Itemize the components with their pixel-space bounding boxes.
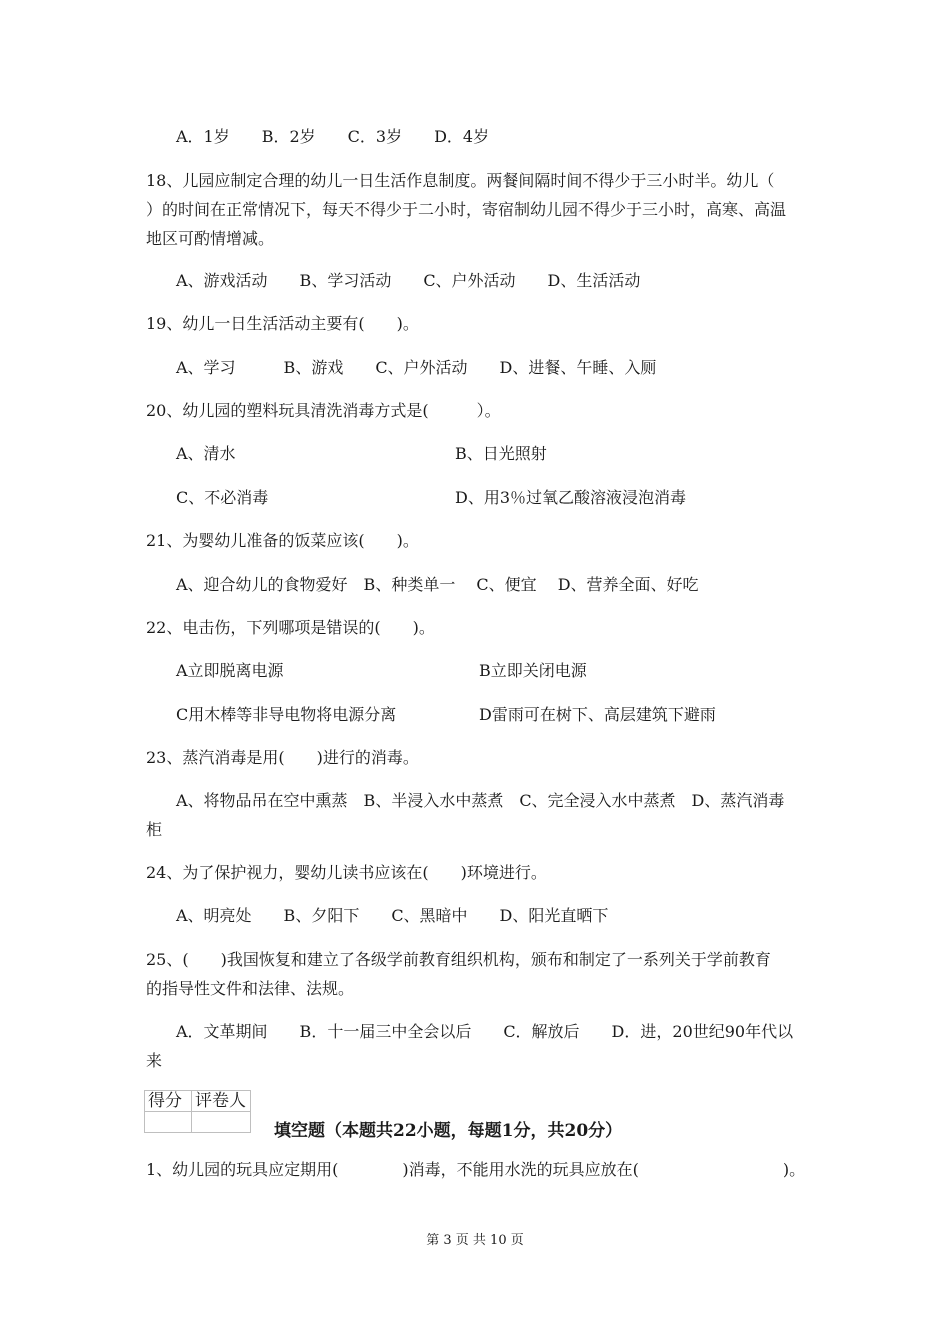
- q18-line-1: 18、儿园应制定合理的幼儿一日生活作息制度。两餐间隔时间不得少于三小时半。幼儿（: [146, 171, 775, 190]
- page-footer: 第 3 页 共 10 页: [426, 1233, 524, 1248]
- grader-label: 评卷人: [192, 1091, 251, 1112]
- q19-options: A、学习 B、游戏 C、户外活动 D、进餐、午睡、入厕: [176, 358, 657, 377]
- q22-option-b: B立即关闭电源: [479, 661, 587, 680]
- grader-cell: [192, 1112, 251, 1133]
- q20-option-d: D、用3％过氧乙酸溶液浸泡消毒: [455, 488, 687, 507]
- q22-question: 22、电击伤，下列哪项是错误的( )。: [146, 618, 435, 637]
- q21-question: 21、为婴幼儿准备的饭菜应该( )。: [146, 531, 419, 550]
- q22-option-d: D雷雨可在树下、高层建筑下避雨: [479, 705, 716, 724]
- q25-line-1: 25、( )我国恢复和建立了各级学前教育组织机构，颁布和制定了一系列关于学前教育: [146, 950, 771, 969]
- q24-options: A、明亮处 B、夕阳下 C、黑暗中 D、阳光直晒下: [176, 906, 609, 925]
- score-label: 得分: [145, 1091, 192, 1112]
- q20-question: 20、幼儿园的塑料玩具清洗消毒方式是( ）。: [146, 401, 501, 420]
- q25-options-line-1: A．文革期间 B．十一届三中全会以后 C．解放后 D．进，20世纪90年代以: [176, 1022, 794, 1041]
- q25-line-2: 的指导性文件和法律、法规。: [146, 979, 355, 998]
- q24-question: 24、为了保护视力，婴幼儿读书应该在( )环境进行。: [146, 863, 547, 882]
- q23-question: 23、蒸汽消毒是用( )进行的消毒。: [146, 748, 419, 767]
- q22-option-c: C用木棒等非导电物将电源分离: [176, 705, 397, 724]
- q22-option-a: A立即脱离电源: [176, 661, 284, 680]
- q17-options: A．1岁 B．2岁 C．3岁 D．4岁: [176, 127, 490, 146]
- section-title: 填空题（本题共22小题，每题1分，共20分）: [274, 1121, 623, 1141]
- q18-line-2: ）的时间在正常情况下，每天不得少于二小时，寄宿制幼儿园不得少于三小时，高寒、高温: [146, 200, 787, 219]
- q23-options-line-2: 柜: [146, 820, 163, 839]
- q21-options: A、迎合幼儿的食物爱好 B、种类单一 C、便宜 D、营养全面、好吃: [176, 575, 699, 594]
- q18-line-3: 地区可酌情增减。: [146, 229, 275, 248]
- score-cell: [145, 1112, 192, 1133]
- q20-option-c: C、不必消毒: [176, 488, 269, 507]
- q23-options-line-1: A、将物品吊在空中熏蒸 B、半浸入水中蒸煮 C、完全浸入水中蒸煮 D、蒸汽消毒: [176, 791, 785, 810]
- q20-option-b: B、日光照射: [455, 444, 547, 463]
- q25-options-line-2: 来: [146, 1051, 163, 1070]
- q18-options: A、游戏活动 B、学习活动 C、户外活动 D、生活活动: [176, 271, 641, 290]
- q19-question: 19、幼儿一日生活活动主要有( )。: [146, 314, 419, 333]
- score-table: [144, 1090, 251, 1133]
- fill-question-1: 1、幼儿园的玩具应定期用( )消毒，不能用水洗的玩具应放在( )。: [146, 1160, 806, 1179]
- q20-option-a: A、清水: [176, 444, 236, 463]
